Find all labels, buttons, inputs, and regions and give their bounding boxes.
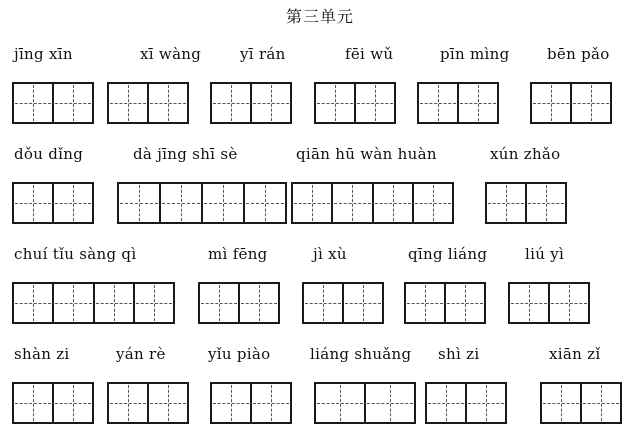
pinyin-label: xī wàng [140,45,202,63]
tianzige-cell[interactable] [119,184,159,222]
tianzige-cell[interactable] [364,384,414,422]
tianzige-cell[interactable] [52,284,92,322]
tianzige-cell[interactable] [147,384,187,422]
tianzige-cell[interactable] [212,84,250,122]
pinyin-label: liú yì [525,245,565,263]
writing-grid [314,82,396,124]
pinyin-label: qiān hū wàn huàn [296,145,437,163]
tianzige-cell[interactable] [542,384,580,422]
writing-grid [530,82,612,124]
writing-grid [210,382,292,424]
tianzige-cell[interactable] [444,284,484,322]
tianzige-cell[interactable] [14,284,52,322]
tianzige-cell[interactable] [525,184,565,222]
tianzige-cell[interactable] [580,384,620,422]
tianzige-cell[interactable] [238,284,278,322]
tianzige-cell[interactable] [250,84,290,122]
writing-grid [12,382,94,424]
tianzige-cell[interactable] [14,84,52,122]
pinyin-label: mì fēng [208,245,268,263]
tianzige-cell[interactable] [304,284,342,322]
tianzige-cell[interactable] [14,384,52,422]
pinyin-label: qīng liáng [408,245,488,263]
tianzige-cell[interactable] [487,184,525,222]
tianzige-cell[interactable] [52,184,92,222]
writing-grid [404,282,486,324]
writing-grid [107,382,189,424]
writing-grid [540,382,622,424]
pinyin-label: fēi wǔ [345,45,394,63]
pinyin-label: shàn zi [14,345,70,363]
tianzige-cell[interactable] [548,284,588,322]
pinyin-label: chuí tǐu sàng qì [14,245,137,263]
writing-grid [485,182,567,224]
tianzige-cell[interactable] [406,284,444,322]
writing-grid [12,182,94,224]
tianzige-cell[interactable] [331,184,371,222]
tianzige-cell[interactable] [52,84,92,122]
pinyin-label: liáng shuǎng [310,345,412,363]
pinyin-label: yǐu piào [208,345,271,363]
writing-grid [107,82,189,124]
writing-grid [291,182,454,224]
pinyin-label: bēn pǎo [547,45,610,63]
pinyin-label: shì zi [438,345,480,363]
tianzige-cell[interactable] [109,384,147,422]
writing-grid [117,182,287,224]
tianzige-cell[interactable] [570,84,610,122]
pinyin-label: yán rè [116,345,166,363]
tianzige-cell[interactable] [342,284,382,322]
tianzige-cell[interactable] [316,384,364,422]
tianzige-cell[interactable] [147,84,187,122]
pinyin-label: pīn mìng [440,45,510,63]
tianzige-cell[interactable] [293,184,331,222]
writing-grid [417,82,499,124]
tianzige-cell[interactable] [250,384,290,422]
tianzige-cell[interactable] [510,284,548,322]
tianzige-cell[interactable] [93,284,133,322]
page-title: 第三单元 [285,7,354,26]
tianzige-cell[interactable] [316,84,354,122]
pinyin-label: jì xù [313,245,347,263]
writing-grid [12,282,175,324]
pinyin-label: dǒu dǐng [14,145,84,163]
tianzige-cell[interactable] [419,84,457,122]
tianzige-cell[interactable] [412,184,452,222]
tianzige-cell[interactable] [532,84,570,122]
pinyin-label: xiān zǐ [549,345,601,363]
tianzige-cell[interactable] [243,184,285,222]
writing-grid [425,382,507,424]
tianzige-cell[interactable] [354,84,394,122]
tianzige-cell[interactable] [200,284,238,322]
writing-grid [314,382,416,424]
writing-grid [508,282,590,324]
tianzige-cell[interactable] [52,384,92,422]
tianzige-cell[interactable] [109,84,147,122]
pinyin-label: dà jīng shī sè [133,145,238,163]
tianzige-cell[interactable] [133,284,173,322]
tianzige-cell[interactable] [14,184,52,222]
tianzige-cell[interactable] [457,84,497,122]
tianzige-cell[interactable] [427,384,465,422]
tianzige-cell[interactable] [201,184,243,222]
writing-grid [210,82,292,124]
pinyin-label: jīng xīn [14,45,73,63]
writing-grid [12,82,94,124]
tianzige-cell[interactable] [372,184,412,222]
tianzige-cell[interactable] [159,184,201,222]
pinyin-label: xún zhǎo [490,145,561,163]
pinyin-label: yī rán [240,45,286,63]
tianzige-cell[interactable] [212,384,250,422]
writing-grid [302,282,384,324]
tianzige-cell[interactable] [465,384,505,422]
writing-grid [198,282,280,324]
